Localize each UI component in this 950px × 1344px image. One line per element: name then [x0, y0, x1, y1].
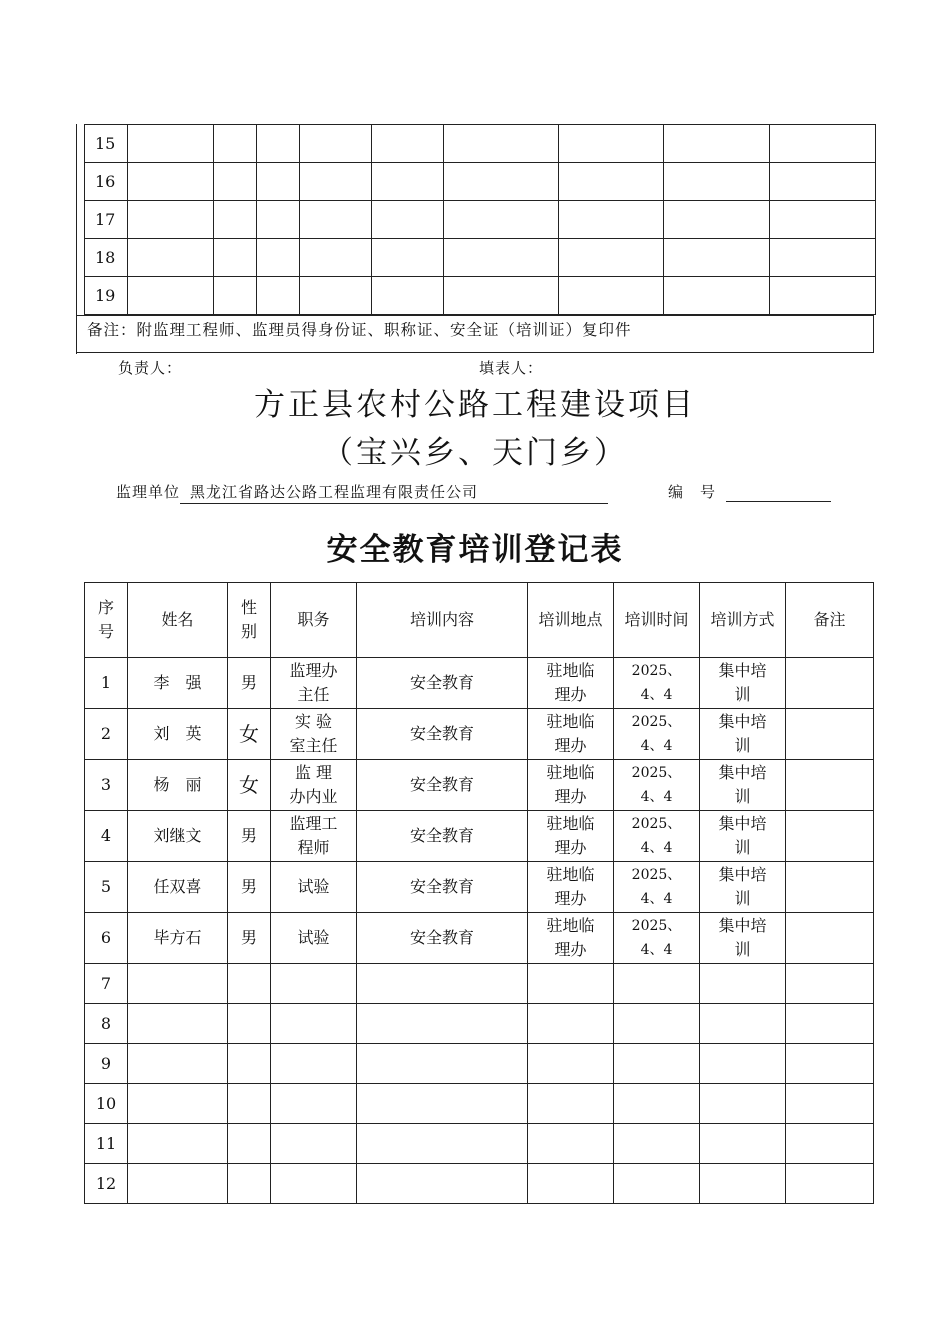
table-row [85, 1044, 874, 1084]
table-cell [528, 1084, 614, 1124]
col-header-name: 姓名 [128, 583, 228, 658]
table-cell [128, 1004, 228, 1044]
code-label: 编 号 [668, 483, 717, 501]
table-cell [228, 1164, 271, 1204]
row-number: 1 [85, 658, 128, 709]
table-cell [559, 277, 664, 315]
table-cell [614, 1164, 700, 1204]
row-number: 8 [85, 1004, 128, 1044]
table-cell [444, 125, 559, 163]
table-cell [128, 239, 214, 277]
table-cell [770, 277, 876, 315]
row-number: 17 [85, 201, 128, 239]
table-cell [271, 964, 357, 1004]
table-cell [614, 1004, 700, 1044]
table-cell [559, 239, 664, 277]
table-cell [128, 125, 214, 163]
table-cell [664, 239, 770, 277]
table-row [85, 913, 874, 964]
table-cell [614, 1044, 700, 1084]
table-cell [300, 125, 372, 163]
time-cell: 2025、4、4 [614, 760, 700, 811]
table-cell [700, 1004, 786, 1044]
table-cell [228, 964, 271, 1004]
person-name: 李 强 [128, 658, 228, 709]
table-row [85, 709, 874, 760]
content-cell: 安全教育 [357, 862, 528, 913]
table-cell [357, 1084, 528, 1124]
table-cell [770, 125, 876, 163]
table-cell [214, 277, 257, 315]
table-cell [372, 163, 444, 201]
table-cell [614, 1124, 700, 1164]
table-row [85, 1084, 874, 1124]
table-cell [257, 201, 300, 239]
table-cell [700, 1044, 786, 1084]
remark-note: 备注：附监理工程师、监理员得身份证、职称证、安全证（培训证）复印件 [76, 315, 874, 353]
content-cell: 安全教育 [357, 709, 528, 760]
table-cell [444, 277, 559, 315]
table-row [85, 1124, 874, 1164]
table-cell [128, 1164, 228, 1204]
table-cell [786, 1084, 874, 1124]
unit-value: 黑龙江省路达公路工程监理有限责任公司 [180, 481, 608, 504]
filler-label: 填表人： [479, 359, 544, 377]
table-cell [559, 201, 664, 239]
table-cell [257, 277, 300, 315]
table-row [85, 862, 874, 913]
table-cell [128, 1084, 228, 1124]
supervision-unit-line [116, 481, 876, 504]
table-cell [271, 1124, 357, 1164]
row-number: 7 [85, 964, 128, 1004]
table-cell [664, 125, 770, 163]
remark-cell [786, 913, 874, 964]
table-cell [357, 964, 528, 1004]
table-cell [271, 1044, 357, 1084]
table-cell [372, 277, 444, 315]
row-number: 2 [85, 709, 128, 760]
table-cell [664, 163, 770, 201]
table-cell [528, 1004, 614, 1044]
row-number: 4 [85, 811, 128, 862]
table-cell [614, 964, 700, 1004]
gender-cell: 女 [228, 709, 271, 760]
post-cell: 监理办主任 [271, 658, 357, 709]
time-cell: 2025、4、4 [614, 658, 700, 709]
table-cell [128, 1044, 228, 1084]
table-header-row [85, 583, 874, 658]
table-cell [559, 163, 664, 201]
method-cell: 集中培训 [700, 760, 786, 811]
post-cell: 试验 [271, 862, 357, 913]
person-name: 刘继文 [128, 811, 228, 862]
content-cell: 安全教育 [357, 760, 528, 811]
table-cell [357, 1044, 528, 1084]
table-cell [357, 1164, 528, 1204]
table-cell [228, 1044, 271, 1084]
method-cell: 集中培训 [700, 658, 786, 709]
table-cell [257, 125, 300, 163]
table-cell [664, 277, 770, 315]
table-row [85, 811, 874, 862]
table-cell [786, 1004, 874, 1044]
table-cell [300, 239, 372, 277]
content-cell: 安全教育 [357, 658, 528, 709]
table-cell [128, 964, 228, 1004]
table-cell [700, 1084, 786, 1124]
table-cell [770, 163, 876, 201]
table-cell [300, 277, 372, 315]
method-cell: 集中培训 [700, 709, 786, 760]
table-cell [214, 201, 257, 239]
table-cell [372, 125, 444, 163]
table-cell [786, 1164, 874, 1204]
table-cell [372, 239, 444, 277]
table-cell [786, 964, 874, 1004]
responsible-label: 负责人： [118, 359, 183, 377]
place-cell: 驻地临理办 [528, 811, 614, 862]
row-number: 16 [85, 163, 128, 201]
table-row [85, 277, 876, 315]
table-cell [128, 201, 214, 239]
col-header-content: 培训内容 [357, 583, 528, 658]
table-cell [357, 1124, 528, 1164]
signature-line [118, 358, 818, 378]
post-cell: 试验 [271, 913, 357, 964]
table-cell [214, 239, 257, 277]
form-title: 安全教育培训登记表 [326, 532, 624, 568]
remark-cell [786, 658, 874, 709]
time-cell: 2025、4、4 [614, 862, 700, 913]
remark-cell [786, 811, 874, 862]
time-cell: 2025、4、4 [614, 811, 700, 862]
table-cell [770, 239, 876, 277]
table-cell [271, 1164, 357, 1204]
table-cell [786, 1044, 874, 1084]
place-cell: 驻地临理办 [528, 760, 614, 811]
place-cell: 驻地临理办 [528, 913, 614, 964]
table-row [85, 163, 876, 201]
unit-label: 监理单位 [116, 483, 181, 501]
row-number: 6 [85, 913, 128, 964]
table-row [85, 239, 876, 277]
table-row [85, 760, 874, 811]
table-cell [700, 1124, 786, 1164]
table-cell [444, 163, 559, 201]
table-cell [128, 163, 214, 201]
code-blank [726, 481, 831, 502]
table-cell [664, 201, 770, 239]
post-cell: 实 验 室主任 [271, 709, 357, 760]
remark-cell [786, 709, 874, 760]
table-cell [257, 239, 300, 277]
table-cell [528, 1044, 614, 1084]
gender-cell: 男 [228, 658, 271, 709]
row-number: 19 [85, 277, 128, 315]
table-cell [271, 1084, 357, 1124]
col-header-gender: 性别 [228, 583, 271, 658]
method-cell: 集中培训 [700, 811, 786, 862]
post-cell: 监理工程师 [271, 811, 357, 862]
project-subtitle: （宝兴乡、天门乡） [322, 435, 628, 471]
table-cell [770, 201, 876, 239]
table-cell [214, 125, 257, 163]
table-cell [214, 163, 257, 201]
gender-cell: 男 [228, 811, 271, 862]
time-cell: 2025、4、4 [614, 913, 700, 964]
table-cell [300, 163, 372, 201]
table-cell [228, 1004, 271, 1044]
table-cell [559, 125, 664, 163]
gender-cell: 女 [228, 760, 271, 811]
table-row [85, 658, 874, 709]
person-name: 毕方石 [128, 913, 228, 964]
project-title: 方正县农村公路工程建设项目 [254, 387, 696, 423]
table-cell [528, 1164, 614, 1204]
col-header-place: 培训地点 [528, 583, 614, 658]
registration-table-body [85, 658, 874, 1204]
table-row [85, 1004, 874, 1044]
col-header-post: 职务 [271, 583, 357, 658]
continuation-table [84, 124, 876, 315]
table-cell [372, 201, 444, 239]
place-cell: 驻地临理办 [528, 658, 614, 709]
row-number: 11 [85, 1124, 128, 1164]
table-row [85, 964, 874, 1004]
table-cell [786, 1124, 874, 1164]
table-cell [357, 1004, 528, 1044]
row-number: 18 [85, 239, 128, 277]
row-number: 12 [85, 1164, 128, 1204]
content-cell: 安全教育 [357, 811, 528, 862]
remark-cell [786, 862, 874, 913]
col-header-time: 培训时间 [614, 583, 700, 658]
time-cell: 2025、4、4 [614, 709, 700, 760]
row-number: 15 [85, 125, 128, 163]
method-cell: 集中培训 [700, 913, 786, 964]
remark-cell [786, 760, 874, 811]
method-cell: 集中培训 [700, 862, 786, 913]
person-name: 任双喜 [128, 862, 228, 913]
continuation-table-body [85, 125, 876, 315]
post-cell: 监 理 办内业 [271, 760, 357, 811]
person-name: 刘 英 [128, 709, 228, 760]
col-header-no: 序号 [85, 583, 128, 658]
table-cell [528, 1124, 614, 1164]
table-cell [700, 1164, 786, 1204]
table-cell [228, 1124, 271, 1164]
table-row [85, 201, 876, 239]
place-cell: 驻地临理办 [528, 862, 614, 913]
row-number: 10 [85, 1084, 128, 1124]
col-header-remark: 备注 [786, 583, 874, 658]
row-number: 9 [85, 1044, 128, 1084]
table-cell [128, 1124, 228, 1164]
table-cell [228, 1084, 271, 1124]
person-name: 杨 丽 [128, 760, 228, 811]
table-cell [528, 964, 614, 1004]
table-cell [700, 964, 786, 1004]
gender-cell: 男 [228, 862, 271, 913]
place-cell: 驻地临理办 [528, 709, 614, 760]
table-cell [257, 163, 300, 201]
gender-cell: 男 [228, 913, 271, 964]
table-row [85, 1164, 874, 1204]
table-cell [444, 201, 559, 239]
col-header-method: 培训方式 [700, 583, 786, 658]
table-cell [444, 239, 559, 277]
table-cell [614, 1084, 700, 1124]
content-cell: 安全教育 [357, 913, 528, 964]
table-row [85, 125, 876, 163]
registration-table [84, 582, 874, 1204]
table-cell [128, 277, 214, 315]
table-cell [300, 201, 372, 239]
table-cell [271, 1004, 357, 1044]
row-number: 5 [85, 862, 128, 913]
row-number: 3 [85, 760, 128, 811]
